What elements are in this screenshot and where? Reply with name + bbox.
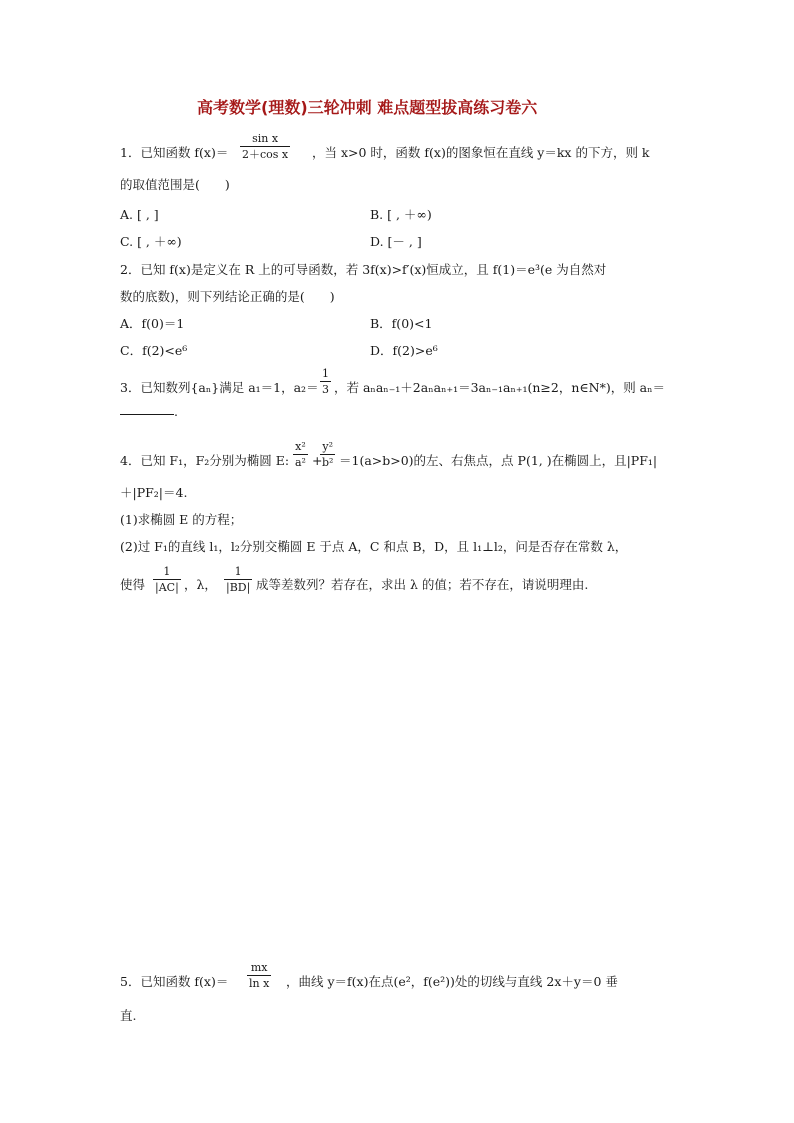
q2-option-a: A．f(0)＝1: [120, 316, 185, 331]
page-title: 高考数学(理数)三轮冲刺 难点题型拔高练习卷六: [197, 98, 538, 117]
q2-stem-line1: 2．已知 f(x)是定义在 R 上的可导函数，若 3f(x)>f′(x)恒成立，且 f(1)＝e³(e 为自然对: [120, 262, 607, 277]
q3-fraction-denominator: 3: [322, 383, 329, 396]
q3-fraction-numerator: 1: [322, 367, 329, 380]
q3-answer-blank: [120, 414, 174, 415]
q5-fraction-denominator: ln x: [249, 977, 270, 990]
q4-fraction-bd-denominator: |BD|: [226, 581, 251, 594]
q4-fraction-ac-numerator: 1: [163, 565, 171, 578]
q4-plus: +: [312, 453, 323, 468]
q2-stem-line2: 数的底数)，则下列结论正确的是( ): [120, 289, 335, 304]
q5-fraction-numerator: mx: [250, 961, 268, 974]
q4-fraction-ac-denominator: |AC|: [155, 581, 179, 594]
q4-fraction-x-numerator: x²: [295, 440, 306, 453]
q4-part-2: (2)过 F₁的直线 l₁，l₂分别交椭圆 E 于点 A，C 和点 B，D，且 l₁⊥l₂，问是否存在常数 λ，: [120, 539, 628, 554]
q2-option-c: C．f(2)<e⁶: [120, 343, 188, 358]
q4-stem-line2: ＋|PF₂|＝4.: [120, 485, 188, 500]
q4-fraction-ac: [153, 566, 181, 593]
q1-stem-line2: 的取值范围是( ): [120, 177, 230, 192]
q3-fraction: [320, 368, 331, 395]
q4-fraction-bd-numerator: 1: [234, 565, 242, 578]
q4-part-2-line2-mid: ，λ，: [184, 577, 217, 592]
q4-stem-post: ＝1(a>b>0)的左、右焦点，点 P(1, )在椭圆上，且|PF₁|: [339, 453, 658, 468]
q4-part-1: (1)求椭圆 E 的方程；: [120, 512, 243, 527]
q1-option-c: C. [ , ＋∞): [120, 234, 182, 249]
q1-fraction: [240, 133, 290, 160]
q4-fraction-x: [293, 441, 308, 468]
q1-stem-post: ，当 x>0 时，函数 f(x)的图象恒在直线 y＝kx 的下方，则 k: [312, 145, 650, 160]
q4-stem-pre: 4．已知 F₁，F₂分别为椭圆 E:: [120, 453, 290, 468]
q4-part-2-line2-post: 成等差数列？若存在，求出 λ 的值；若不存在，请说明理由.: [256, 577, 589, 592]
q4-fraction-y-numerator: y²: [322, 440, 334, 453]
q4-fraction-bd: [224, 566, 252, 593]
q5-stem-pre: 5．已知函数 f(x)＝: [120, 974, 229, 989]
q2-option-d: D．f(2)>e⁶: [370, 343, 438, 358]
q4-fraction-y: [320, 441, 335, 468]
q4-fraction-y-denominator: b²: [322, 456, 334, 469]
q1-option-a: A. [ , ]: [120, 207, 159, 222]
q3-stem-pre: 3．已知数列{aₙ}满足 a₁＝1，a₂＝: [120, 380, 319, 395]
q3-period: .: [174, 404, 178, 419]
q1-option-b: B. [ , ＋∞): [370, 207, 432, 222]
q5-stem-post: ，曲线 y＝f(x)在点(e²，f(e²))处的切线与直线 2x＋y＝0 垂: [286, 974, 618, 989]
q4-part-2-line2-pre: 使得: [120, 577, 146, 592]
q2-option-b: B．f(0)<1: [370, 316, 433, 331]
q5-fraction: [247, 962, 271, 989]
q1-fraction-denominator: 2＋cos x: [242, 148, 289, 161]
q1-option-d: D. [－ , ]: [370, 234, 422, 249]
q1-fraction-numerator: sin x: [252, 132, 279, 145]
q3-stem-post: ，若 aₙaₙ₋₁＋2aₙaₙ₊₁＝3aₙ₋₁aₙ₊₁(n≥2，n∈N*)，则 aₙ＝: [334, 380, 666, 395]
q1-stem-pre: 1．已知函数 f(x)＝: [120, 145, 229, 160]
q5-stem-line2: 直.: [120, 1008, 137, 1023]
q4-fraction-x-denominator: a²: [295, 456, 306, 469]
